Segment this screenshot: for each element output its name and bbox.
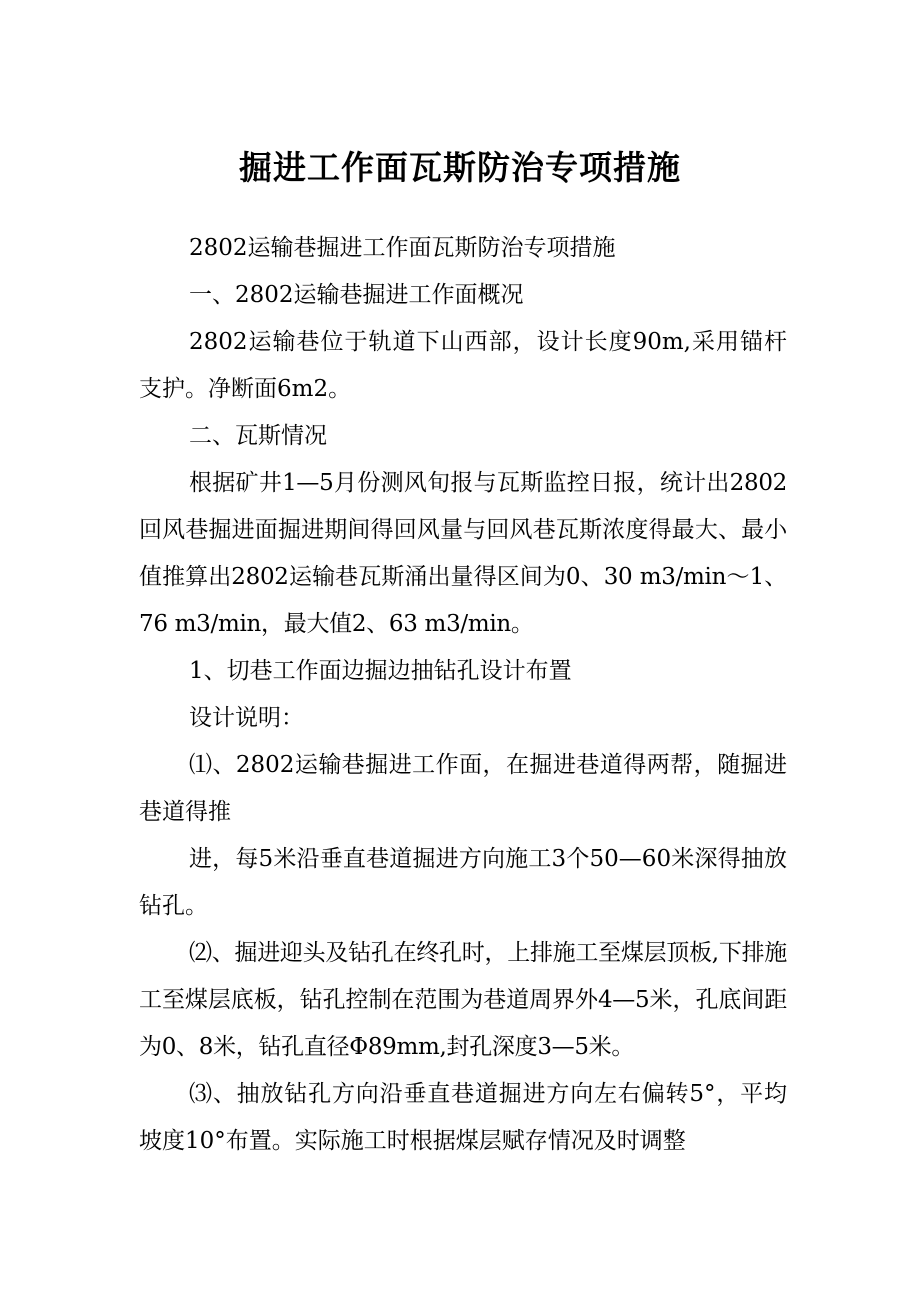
design-notes-label: 设计说明： xyxy=(189,705,304,731)
section-heading-gas: 二、瓦斯情况 xyxy=(189,423,327,449)
paragraph-subtitle: 2802运输巷掘进工作面瓦斯防治专项措施 xyxy=(189,235,616,261)
paragraph-item-1-part-1: ⑴、2802运输巷掘进工作面，在掘进巷道得两帮，随掘进巷道得推 xyxy=(139,752,787,825)
paragraph-item-3: ⑶、抽放钻孔方向沿垂直巷道掘进方向左右偏转5°，平均坡度10°布置。实际施工时根据煤层赋存情况及时调整 xyxy=(139,1081,787,1154)
paragraph-item-2: ⑵、掘进迎头及钻孔在终孔时，上排施工至煤层顶板,下排施工至煤层底板，钻孔控制在范围为巷道周界外4—5米，孔底间距为0、8米，钻孔直径Φ89mm,封孔深度3—5米。 xyxy=(139,940,787,1060)
section-heading-overview: 一、2802运输巷掘进工作面概况 xyxy=(189,282,524,308)
paragraph-overview: 2802运输巷位于轨道下山西部，设计长度90m,采用锚杆支护。净断面6m2。 xyxy=(139,329,787,402)
document-title: 掘进工作面瓦斯防治专项措施 xyxy=(239,148,681,187)
paragraph-gas-statistics: 根据矿井1—5月份测风旬报与瓦斯监控日报，统计出2802回风巷掘进面掘进期间得回风量与回风巷瓦斯浓度得最大、最小值推算出2802运输巷瓦斯涌出量得区间为0、30 m3/min～1、76 m3/min，最大值2、63 m3/min。 xyxy=(139,470,787,637)
subsection-heading-drilling: 1、切巷工作面边掘边抽钻孔设计布置 xyxy=(189,658,572,684)
document-body xyxy=(139,225,787,1165)
paragraph-item-1-part-2: 进，每5米沿垂直巷道掘进方向施工3个50—60米深得抽放钻孔。 xyxy=(139,846,787,919)
